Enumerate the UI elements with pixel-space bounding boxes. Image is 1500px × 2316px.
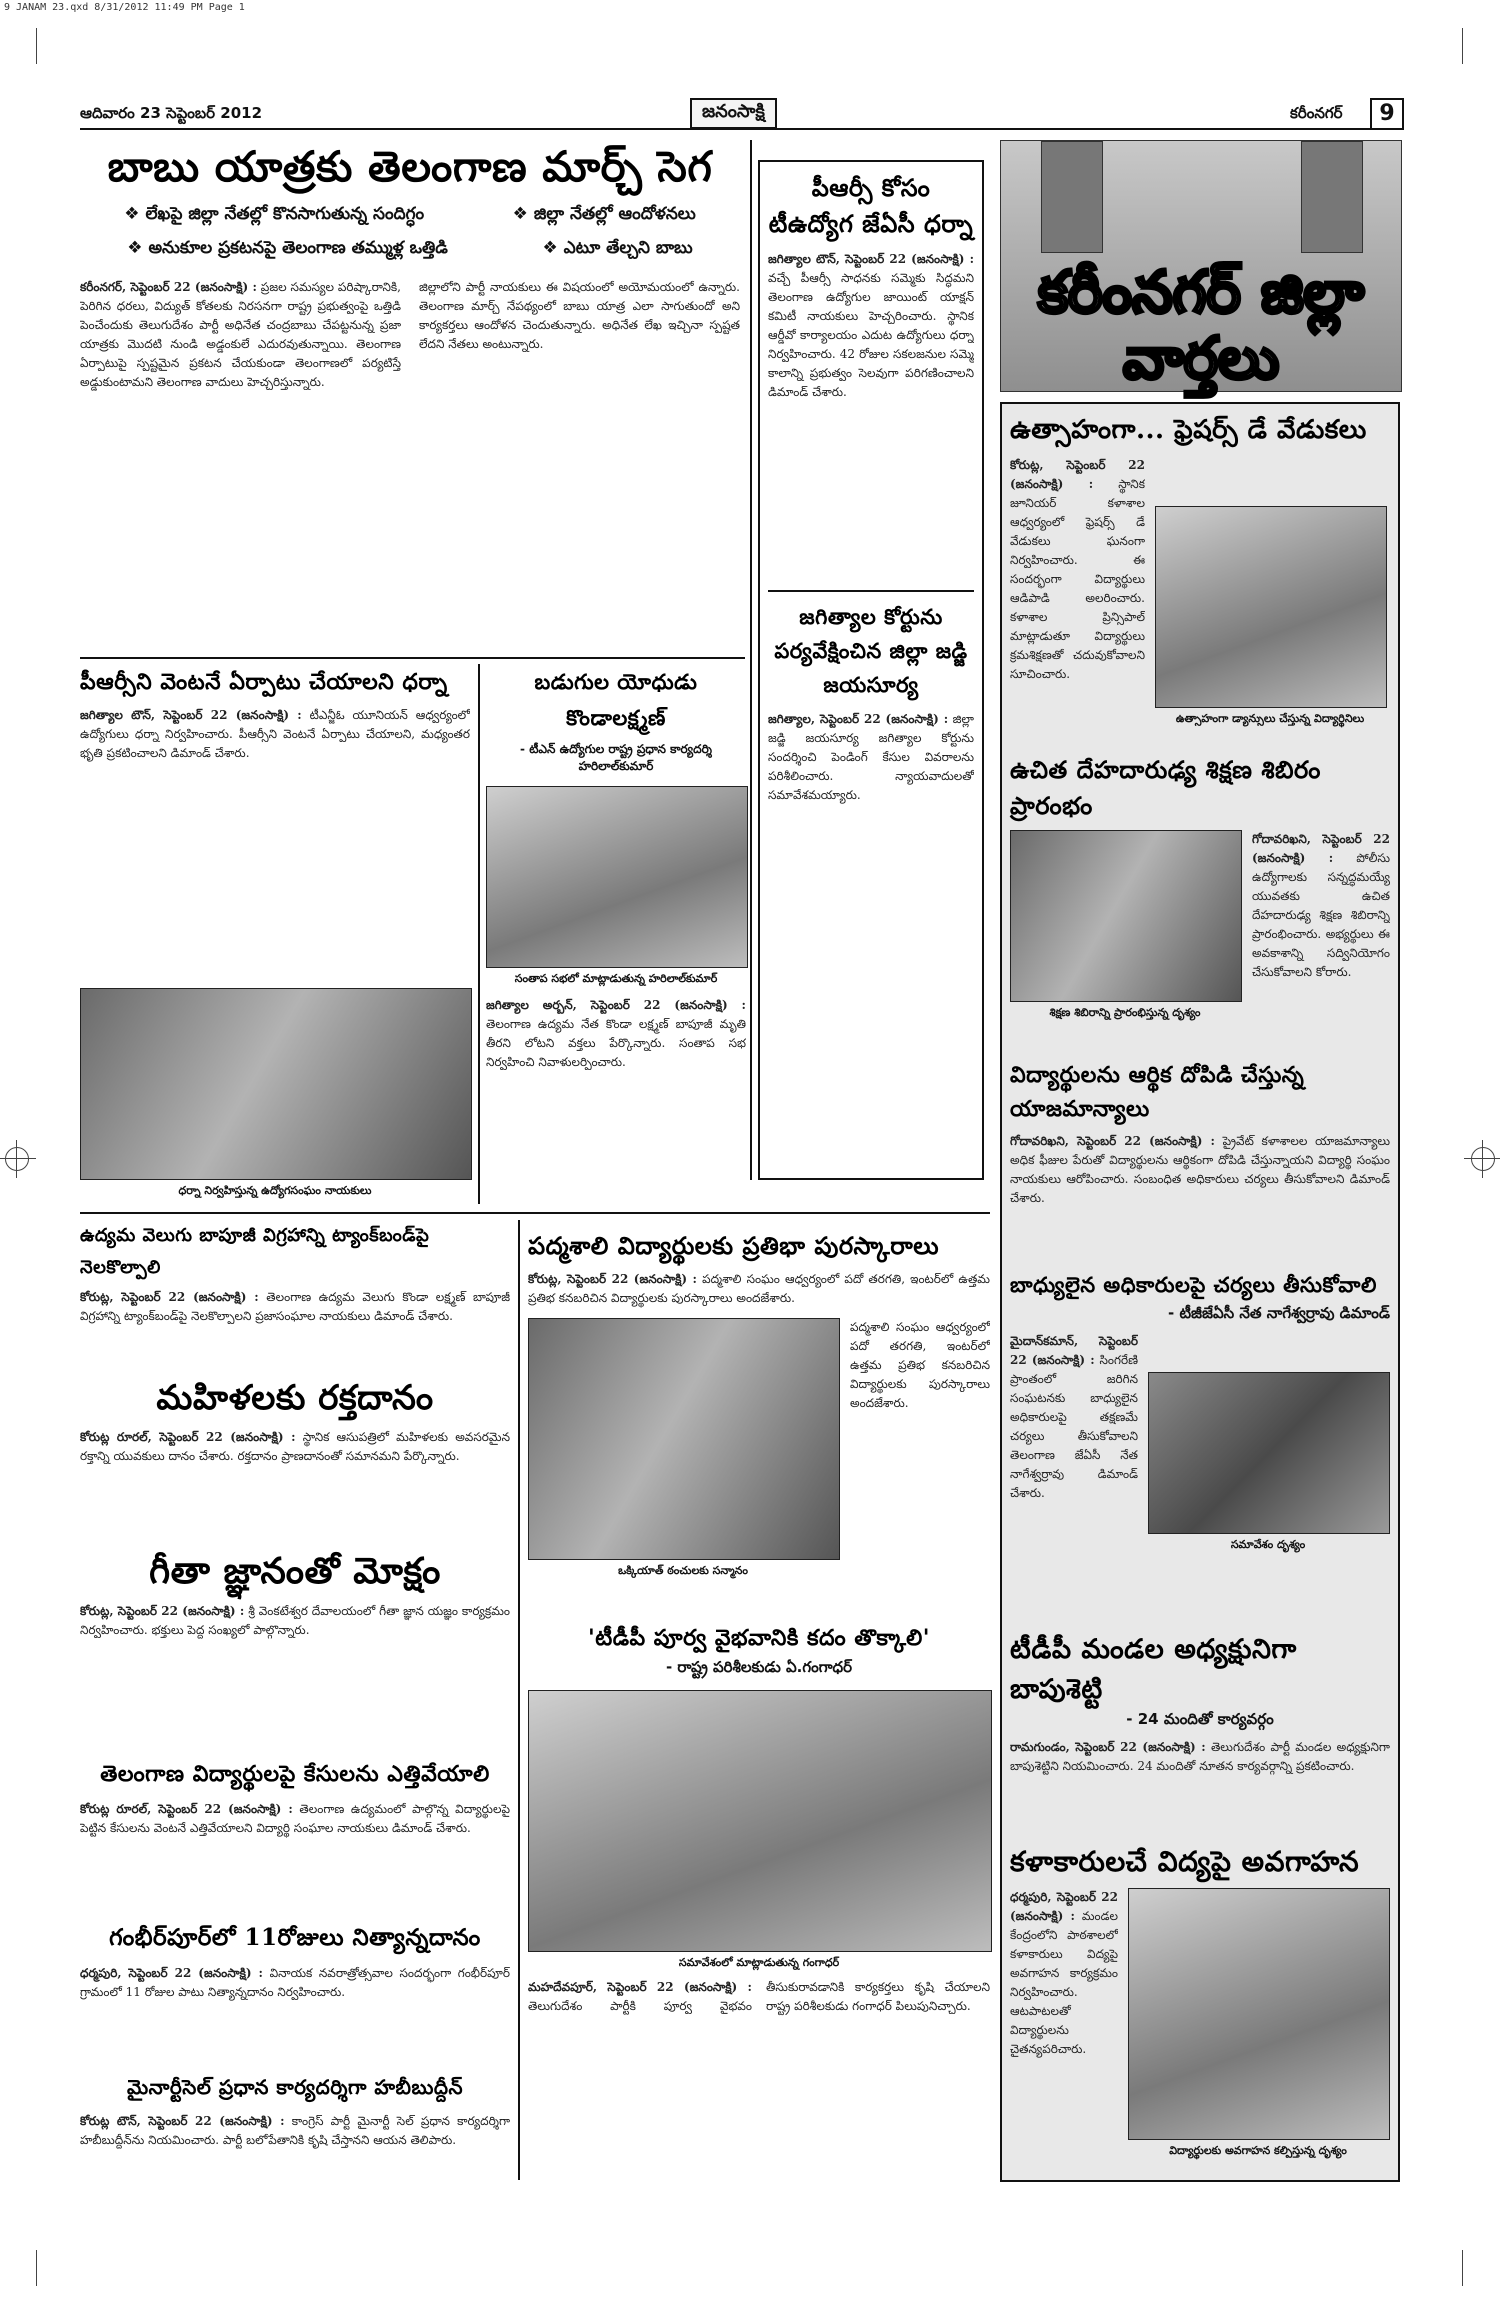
- lead-dateline: కరీంనగర్, సెప్టెంబర్ 22 (జనంసాక్షి) :: [80, 280, 257, 294]
- section-rule: [80, 657, 745, 659]
- padmashali-dateline: కోరుట్ల, సెప్టెంబర్ 22 (జనంసాక్షి) :: [528, 1272, 697, 1286]
- padmashali-side-body: [850, 1318, 990, 1618]
- fresher-story: [1010, 410, 1390, 756]
- fees-paragraph: ప్రైవేట్ కళాశాలల యాజమాన్యాలు అధిక ఫీజుల పేరుతో విద్యార్థులను ఆర్థికంగా దోపిడి చేస్తున్నాయని విద్యార్థి సంఘం నాయకులు ఆరోపించారు. సంబంధిత అధికారులు చర్యలు తీసుకోవాలని డిమాండ్ చేశారు.: [1010, 1134, 1390, 1205]
- prc-demand-caption: ధర్నా నిర్వహిస్తున్న ఉద్యోగసంఘం నాయకులు: [178, 1184, 372, 1197]
- minority-paragraph: కాంగ్రెస్ పార్టీ మైనార్టీ సెల్ ప్రధాన కార్యదర్శిగా హబీబుద్దీన్‌ను నియమించారు. పార్టీ బలోపేతానికి కృషి చేస్తానని ఆయన తెలిపారు.: [80, 2114, 510, 2147]
- crop-mark: [1462, 2250, 1463, 2286]
- gate-banner-image: [1000, 140, 1402, 392]
- tdp-glory-photo: [528, 1690, 992, 1952]
- tdp-mandal-story: [1010, 1630, 1390, 1848]
- artists-story: [1010, 1842, 1390, 2160]
- blood-body: [80, 1428, 510, 1538]
- officials-headline: బాధ్యులైన అధికారులపై చర్యలు తీసుకోవాలి: [1010, 1272, 1377, 1297]
- section-name: కరీంనగర్: [1290, 104, 1343, 122]
- artists-paragraph: మండల కేంద్రంలోని పాఠశాలలో కళాకారులు విద్యపై అవగాహన కార్యక్రమం నిర్వహించారు. ఆటపాటలతో విద్యార్థులను చైతన్యపరిచారు.: [1010, 1909, 1118, 2056]
- padmashali-photo: [528, 1318, 840, 1560]
- crop-mark: [36, 28, 37, 64]
- prc-demand-dateline: జగిత్యాల టౌన్, సెప్టెంబర్ 22 (జనంసాక్షి) :: [80, 708, 302, 722]
- artists-caption: విద్యార్థులకు అవగాహన కల్పిస్తున్న దృశ్యం: [1169, 2144, 1347, 2157]
- artists-dateline: ధర్మపురి, సెప్టెంబర్ 22 (జనంసాక్షి) :: [1010, 1890, 1118, 1923]
- fees-dateline: గోదావరిఖని, సెప్టెంబర్ 22 (జనంసాక్షి) :: [1010, 1134, 1215, 1148]
- padmashali-headline: పద్మశాలి విద్యార్థులకు ప్రతిభా పురస్కారాలు: [528, 1231, 940, 1260]
- gita-headline: గీతా జ్ఞానంతో మోక్షం: [149, 1550, 441, 1592]
- dharna-paragraph: వచ్చే పీఆర్సీ సాధనకు సమ్మెకు సిద్ధమని తెలంగాణ ఉద్యోగుల జాయింట్ యాక్షన్ కమిటీ నాయకులు హెచ్చరించారు. స్థానిక ఆర్డీవో కార్యాలయం ఎదుట ఉద్యోగులు ధర్నా నిర్వహించారు. 42 రోజుల సకలజనుల సమ్మె కాలాన్ని ప్రభుత్వం సెలవుగా పరిగణించాలని డిమాండ్ చేశారు.: [768, 271, 974, 399]
- lead-story: [80, 138, 740, 618]
- students-body: [80, 1800, 510, 1910]
- judge-body: [768, 710, 974, 1130]
- crop-mark: [36, 2250, 37, 2286]
- prc-demand-body: [80, 706, 470, 976]
- officials-dateline: మైదాన్‌కమాన్, సెప్టెంబర్ 22 (జనంసాక్షి) :: [1010, 1334, 1138, 1367]
- lead-bullet: ❖ లేఖపై జిల్లా నేతల్లో కొనసాగుతున్న సందిగ్ధం: [124, 204, 425, 224]
- tdp-glory-story: [528, 1620, 990, 2148]
- minority-story: [80, 2068, 510, 2202]
- lead-paragraph: ప్రజల సమస్యల పరిష్కారానికి, పెరిగిన ధరలు, విద్యుత్ కోతలకు నిరసనగా రాష్ట్ర ప్రభుత్వంపై ఒత్తిడి పెంచేందుకు తెలుగుదేశం పార్టీ అధినేత చంద్రబాబు చేపట్టనున్న ప్రజా యాత్రకు మొదటి నుండి అడ్డంకులే ఎదురవుతున్నాయి. తెలంగాణ ఏర్పాటుపై స్పష్టమైన ప్రకటన చేయకుండా తెలంగాణలో పర్యటిస్తే అడ్డుకుంటామని తెలంగాణ వాదులు హెచ్చరిస్తున్నారు.: [80, 280, 401, 389]
- lead-body: [80, 278, 740, 618]
- prc-demand-story: [80, 664, 470, 1200]
- blood-story: [80, 1374, 510, 1538]
- camp-headline: ఉచిత దేహదారుఢ్య శిక్షణ శిబిరం ప్రారంభం: [1010, 755, 1321, 820]
- judge-paragraph: జిల్లా జడ్జి జయసూర్య జగిత్యాల కోర్టును సందర్శించి పెండింగ్ కేసుల వివరాలను పరిశీలించారు. న్యాయవాదులతో సమావేశమయ్యారు.: [768, 712, 974, 802]
- tdp-mandal-dateline: రామగుండం, సెప్టెంబర్ 22 (జనంసాక్షి) :: [1010, 1740, 1206, 1754]
- students-paragraph: తెలంగాణ ఉద్యమంలో పాల్గొన్న విద్యార్థులపై పెట్టిన కేసులను వెంటనే ఎత్తివేయాలని విద్యార్థి సంఘాల నాయకులు డిమాండ్ చేశారు.: [80, 1802, 510, 1835]
- tdp-mandal-headline: టీడీపీ మండల అధ్యక్షునిగా బాపుశెట్టి: [1010, 1634, 1297, 1705]
- lead-bullet: ❖ జిల్లా నేతల్లో ఆందోళనలు: [512, 204, 696, 224]
- lead-paragraph: జిల్లాలోని పార్టీ నాయకులు ఈ విషయంలో అయోమయంలో ఉన్నారు. తెలంగాణ మార్చ్ నేపథ్యంలో బాబు యాత్ర ఎలా సాగుతుందో అని కార్యకర్తలు ఆందోళన చెందుతున్నారు. అధినేత లేఖ ఇచ్చినా స్పష్టత లేదని నేతలు అంటున్నారు.: [419, 280, 740, 351]
- fees-headline: విద్యార్థులను ఆర్థిక దోపిడి చేస్తున్న యాజమాన్యాలు: [1010, 1062, 1305, 1122]
- officials-story: [1010, 1268, 1390, 1592]
- students-story: [80, 1754, 510, 1910]
- kondalaxman-paragraph: తెలంగాణ ఉద్యమ నేత కొండా లక్ష్మణ్ బాపూజీ మృతి తీరని లోటని వక్తలు పేర్కొన్నారు. సంతాప సభ నిర్వహించి నివాళులర్పించారు.: [486, 1017, 746, 1069]
- lead-bullet: ❖ అనుకూల ప్రకటనపై తెలంగాణ తమ్ముళ్ల ఒత్తిడి: [127, 238, 448, 258]
- gita-body: [80, 1602, 510, 1752]
- file-slug: 9 JANAM 23.qxd 8/31/2012 11:49 PM Page 1: [4, 2, 245, 13]
- gate-tower-right: [1301, 141, 1363, 253]
- fresher-body: [1010, 456, 1145, 756]
- fresher-dateline: కోరుట్ల, సెప్టెంబర్ 22 (జనంసాక్షి) :: [1010, 458, 1145, 491]
- artists-headline: కళాకారులచే విద్యపై అవగాహన: [1010, 1845, 1360, 1878]
- registration-mark-right: [1471, 1147, 1495, 1171]
- officials-body: [1010, 1332, 1138, 1592]
- kondalaxman-subhead: - టీఎన్ ఉద్యోగుల రాష్ట్ర ప్రధాన కార్యదర్శి హరిలాల్‌కుమార్: [520, 742, 712, 773]
- registration-mark-left: [5, 1147, 29, 1171]
- artists-body: [1010, 1888, 1118, 2158]
- fresher-headline: ఉత్సాహంగా... ఫ్రెషర్స్ డే వేడుకలు: [1010, 415, 1367, 445]
- tdp-mandal-body: [1010, 1738, 1390, 1848]
- bapuji-dateline: కోరుట్ల, సెప్టెంబర్ 22 (జనంసాక్షి) :: [80, 1290, 259, 1304]
- page-number: 9: [1370, 98, 1404, 130]
- officials-paragraph: సింగరేణి ప్రాంతంలో జరిగిన సంఘటనకు బాధ్యులైన అధికారులపై తక్షణమే చర్యలు తీసుకోవాలని తెలంగాణ జేఏసీ నేత నాగేశ్వర్రావు డిమాండ్ చేశారు.: [1010, 1353, 1138, 1500]
- padmashali-caption: ఒక్కియాత్ ఠంచులకు సన్మానం: [618, 1564, 748, 1577]
- column-rule: [478, 664, 480, 1204]
- section-rule: [80, 1212, 990, 1214]
- district-news-banner: కరీంనగర్ జిల్లా వార్తలు: [1037, 258, 1365, 392]
- tdp-glory-body: [528, 1978, 990, 2148]
- gita-paragraph: శ్రీ వెంకటేశ్వర దేవాలయంలో గీతా జ్ఞాన యజ్ఞం కార్యక్రమం నిర్వహించారు. భక్తులు పెద్ద సంఖ్యలో పాల్గొన్నారు.: [80, 1604, 510, 1637]
- camp-paragraph: పోలీసు ఉద్యోగాలకు సన్నద్ధమయ్యే యువతకు ఉచిత దేహదారుఢ్య శిక్షణ శిబిరాన్ని ప్రారంభించారు. అభ్యర్థులు ఈ అవకాశాన్ని సద్వినియోగం చేసుకోవాలని కోరారు.: [1252, 851, 1390, 979]
- tdp-glory-headline: 'టీడీపీ పూర్వ వైభవానికి కదం తొక్కాలి': [588, 1625, 930, 1651]
- camp-dateline: గోదావరిఖని, సెప్టెంబర్ 22 (జనంసాక్షి) :: [1252, 832, 1390, 865]
- dharna-dateline: జగిత్యాల టౌన్, సెప్టెంబర్ 22 (జనంసాక్షి) :: [768, 252, 974, 266]
- prc-demand-photo: [80, 988, 472, 1180]
- officials-photo: [1148, 1372, 1390, 1534]
- prc-demand-paragraph: టీఎన్జీఓ యూనియన్ ఆధ్వర్యంలో ఉద్యోగులు ధర్నా నిర్వహించారు. పీఆర్సీని వెంటనే ఏర్పాటు చేయాలని, మధ్యంతర భృతి ప్రకటించాలని డిమాండ్ చేశారు.: [80, 708, 470, 760]
- gita-dateline: కోరుట్ల, సెప్టెంబర్ 22 (జనంసాక్షి) :: [80, 1604, 245, 1618]
- masthead-logo: జనంసాక్షి: [690, 98, 777, 129]
- column-rule: [750, 140, 752, 1180]
- column-rule: [518, 1220, 520, 2180]
- camp-photo: [1010, 830, 1242, 1002]
- dharna-body: [768, 250, 974, 580]
- camp-caption: శిక్షణ శిబిరాన్ని ప్రారంభిస్తున్న దృశ్యం: [1049, 1006, 1201, 1019]
- bapuji-paragraph: తెలంగాణ ఉద్యమ వెలుగు కొండా లక్ష్మణ్ బాపూజీ విగ్రహాన్ని ట్యాంక్‌బండ్‌పై నెలకొల్పాలని ప్రజాసంఘాల నాయకులు డిమాండ్ చేశారు.: [80, 1290, 510, 1323]
- minority-body: [80, 2112, 510, 2202]
- issue-date: ఆదివారం 23 సెప్టెంబర్ 2012: [80, 104, 263, 122]
- camp-body: [1252, 830, 1390, 1030]
- minority-headline: మైనార్టీసెల్ ప్రధాన కార్యదర్శిగా హబీబుద్దీన్: [126, 2075, 464, 2099]
- kondalaxman-photo: [486, 786, 748, 968]
- crop-mark: [1462, 28, 1463, 64]
- lead-headline: బాబు యాత్రకు తెలంగాణ మార్చ్ సెగ: [107, 142, 713, 191]
- kondalaxman-headline: బడుగుల యోధుడు కొండాలక్ష్మణ్: [534, 669, 698, 730]
- judge-dateline: జగిత్యాల, సెప్టెంబర్ 22 (జనంసాక్షి) :: [768, 712, 949, 726]
- students-dateline: కోరుట్ల రూరల్, సెప్టెంబర్ 22 (జనంసాక్షి) :: [80, 1802, 293, 1816]
- lead-bullet: ❖ ఎటూ తేల్చని బాబు: [542, 238, 693, 258]
- padmashali-paragraph: పద్మశాలి సంఘం ఆధ్వర్యంలో పదో తరగతి, ఇంటర్‌లో ఉత్తమ ప్రతిభ కనబరిచిన విద్యార్థులకు పురస్కారాలు అందజేశారు.: [850, 1320, 990, 1410]
- gita-story: [80, 1546, 510, 1752]
- dharna-story: [758, 160, 984, 1180]
- dharna-headline: పీఆర్సీ కోసం టీఉద్యోగ జేఏసీ ధర్నా: [768, 173, 974, 238]
- fresher-caption: ఉత్సాహంగా డ్యాన్సులు చేస్తున్న విద్యార్థినిలు: [1175, 712, 1365, 725]
- judge-headline: జగిత్యాల కోర్టును పర్యవేక్షించిన జిల్లా జడ్జి జయసూర్య: [774, 604, 968, 697]
- fresher-photo: [1155, 506, 1387, 708]
- blood-paragraph: స్థానిక ఆసుపత్రిలో మహిళలకు అవసరమైన రక్తాన్ని యువకులు దానం చేశారు. రక్తదానం ప్రాణదానంతో సమానమని పేర్కొన్నారు.: [80, 1430, 510, 1463]
- kondalaxman-body: [486, 996, 746, 1246]
- padmashali-intro: [528, 1270, 990, 1310]
- minority-dateline: కోరుట్ల టౌన్, సెప్టెంబర్ 22 (జనంసాక్షి) :: [80, 2114, 285, 2128]
- annadanam-body: [80, 1964, 510, 2064]
- annadanam-headline: గంభీర్‌పూర్‌లో 11రోజులు నిత్యాన్నదానం: [109, 1924, 481, 1951]
- students-headline: తెలంగాణ విద్యార్థులపై కేసులను ఎత్తివేయాలి: [100, 1761, 490, 1787]
- annadanam-dateline: ధర్మపురి, సెప్టెంబర్ 22 (జనంసాక్షి) :: [80, 1966, 263, 1980]
- tdp-glory-dateline: మహదేవపూర్, సెప్టెంబర్ 22 (జనంసాక్షి) :: [528, 1980, 752, 1994]
- gate-tower-left: [1041, 141, 1103, 253]
- padmashali-paragraph: పద్మశాలి సంఘం ఆధ్వర్యంలో పదో తరగతి, ఇంటర్‌లో ఉత్తమ ప్రతిభ కనబరిచిన విద్యార్థులకు పురస్కారాలు అందజేశారు.: [528, 1272, 990, 1305]
- tdp-mandal-subhead: - 24 మందితో కార్యవర్గం: [1126, 1710, 1274, 1728]
- tdp-glory-caption: సమావేశంలో మాట్లాడుతున్న గంగాధర్: [678, 1956, 840, 1969]
- blood-headline: మహిళలకు రక్తదానం: [156, 1378, 434, 1418]
- kondalaxman-caption: సంతాప సభలో మాట్లాడుతున్న హరిలాల్‌కుమార్: [514, 972, 718, 985]
- blood-dateline: కోరుట్ల రూరల్, సెప్టెంబర్ 22 (జనంసాక్షి) :: [80, 1430, 296, 1444]
- bapuji-headline: ఉద్యమ వెలుగు బాపూజీ విగ్రహాన్ని ట్యాంక్‌బండ్‌పై నెలకొల్పాలి: [80, 1225, 430, 1278]
- artists-photo: [1128, 1888, 1390, 2140]
- kondalaxman-dateline: జగిత్యాల అర్బన్, సెప్టెంబర్ 22 (జనంసాక్షి) :: [486, 998, 746, 1012]
- tdp-glory-paragraph: తెలుగుదేశం పార్టీకి పూర్వ వైభవం తీసుకురావడానికి కార్యకర్తలు కృషి చేయాలని రాష్ట్ర పరిశీలకుడు గంగాధర్ పిలుపునిచ్చారు.: [528, 1980, 990, 2013]
- annadanam-paragraph: వినాయక నవరాత్రోత్సవాల సందర్భంగా గంభీర్‌పూర్ గ్రామంలో 11 రోజుల పాటు నిత్యాన్నదానం నిర్వహించారు.: [80, 1966, 510, 1999]
- camp-story: [1010, 752, 1390, 1030]
- prc-demand-headline: పీఆర్సీని వెంటనే ఏర్పాటు చేయాలని ధర్నా: [80, 669, 448, 695]
- tdp-mandal-paragraph: తెలుగుదేశం పార్టీ మండల అధ్యక్షునిగా బాపుశెట్టిని నియమించారు. 24 మందితో నూతన కార్యవర్గాన్ని ప్రకటించారు.: [1010, 1740, 1390, 1773]
- officials-caption: సమావేశం దృశ్యం: [1230, 1538, 1306, 1551]
- tdp-glory-subhead: - రాష్ట్ర పరిశీలకుడు ఏ.గంగాధర్: [665, 1658, 853, 1676]
- annadanam-story: [80, 1918, 510, 2064]
- officials-subhead: - టీజీజేఏసీ నేత నాగేశ్వర్రావు డిమాండ్: [1168, 1304, 1390, 1322]
- kondalaxman-story: [486, 664, 746, 1246]
- fresher-paragraph: స్థానిక జూనియర్ కళాశాల ఆధ్వర్యంలో ఫ్రెషర్స్ డే వేడుకలు ఘనంగా నిర్వహించారు. ఈ సందర్భంగా విద్యార్థులు ఆడిపాడి అలరించారు. కళాశాల ప్రిన్సిపాల్ మాట్లాడుతూ విద్యార్థులు క్రమశిక్షణతో చదువుకోవాలని సూచించారు.: [1010, 477, 1145, 681]
- padmashali-story: [528, 1226, 990, 1618]
